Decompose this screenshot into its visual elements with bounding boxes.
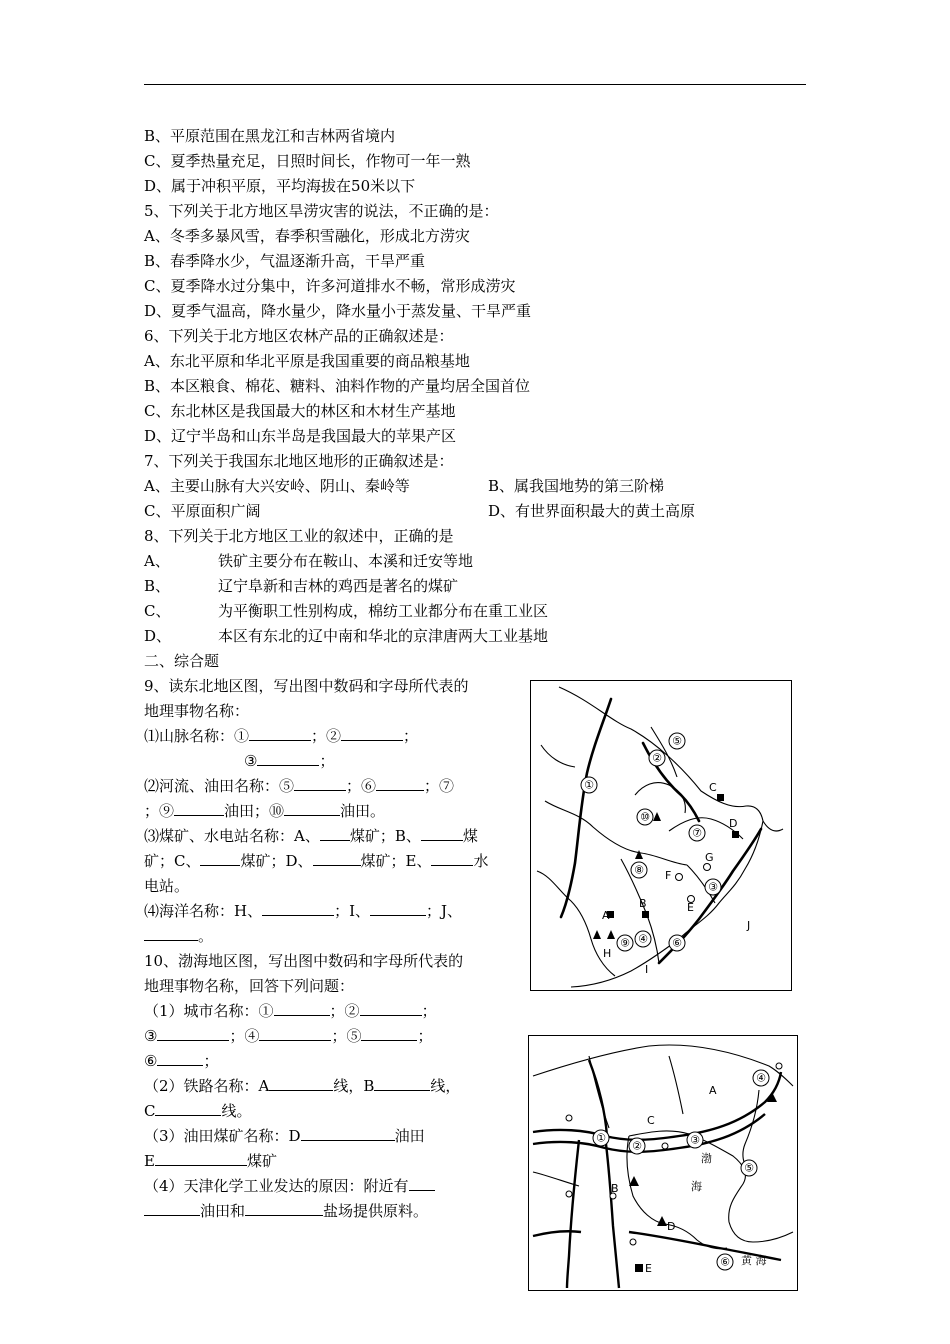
map1-label-a: A [602, 909, 610, 922]
q4-option-c: C、夏季热量充足，日照时间长，作物可一年一熟 [144, 152, 471, 170]
map2-label-bo: 渤 [701, 1152, 712, 1165]
blank-e[interactable] [431, 851, 473, 866]
coal-mine-b-icon [642, 911, 649, 918]
map1-label-n7: ⑦ [692, 826, 702, 840]
blank-rail-c[interactable] [155, 1101, 221, 1116]
q6-stem: 6、下列关于北方地区农林产品的正确叙述是： [144, 327, 454, 345]
q10-rail-2: C 线。 [144, 1102, 252, 1120]
hydro-station-f-icon [676, 874, 683, 881]
blank-city5[interactable] [361, 1026, 417, 1041]
blank-j[interactable] [144, 926, 198, 941]
q7-option-b: B、属我国地势的第三阶梯 [488, 477, 665, 495]
q6-option-b: B、本区粮食、棉花、糖料、油料作物的产量均居全国首位 [144, 377, 531, 395]
blank-i[interactable] [370, 901, 426, 916]
map2-label-n5: ⑤ [744, 1161, 754, 1175]
map2-label-hai: 海 [691, 1180, 702, 1193]
q9-oilfields: ；⑨ 油田；⑩ 油田。 [144, 802, 386, 820]
blank-b[interactable] [421, 826, 463, 841]
q8-option-b [144, 576, 744, 596]
q10-rail-1: （2）铁路名称：A 线，B 线， [144, 1077, 461, 1095]
q6-option-d: D、辽宁半岛和山东半岛是我国最大的苹果产区 [144, 427, 457, 445]
q8-option-d [144, 626, 744, 646]
q4-option-d: D、属于冲积平原，平均海拔在50米以下 [144, 177, 416, 195]
blank-2[interactable] [341, 726, 403, 741]
blank-10[interactable] [284, 801, 340, 816]
blank-city1[interactable] [274, 1001, 330, 1016]
section-title: 二、综合题 [144, 652, 220, 670]
q8-option-c [144, 601, 744, 621]
coal-mine-d-icon [732, 831, 739, 838]
blank-c[interactable] [200, 851, 240, 866]
q7-row2 [144, 501, 744, 521]
q9-hydro: 电站。 [144, 877, 190, 895]
q7-stem: 7、下列关于我国东北地区地形的正确叙述是： [144, 452, 454, 470]
map1-label-h: H [603, 947, 612, 960]
map1-label-i: I [645, 963, 649, 976]
blank-city3[interactable] [157, 1026, 229, 1041]
map2-label-c: C [647, 1114, 655, 1127]
q5-stem: 5、下列关于北方地区旱涝灾害的说法，不正确的是： [144, 202, 499, 220]
q9-mountains: ⑴山脉名称：① ；② ； [144, 727, 419, 745]
blank-tj-1b[interactable] [144, 1201, 200, 1216]
blank-rail-a[interactable] [269, 1076, 333, 1091]
q10-cities-3: ⑥ ； [144, 1052, 219, 1070]
map1-label-n8: ⑧ [634, 863, 644, 877]
blank-city6[interactable] [157, 1051, 203, 1066]
blank-6[interactable] [376, 776, 424, 791]
northeast-map [530, 680, 792, 991]
q9-sea-j: 。 [144, 926, 213, 946]
blank-9[interactable] [174, 801, 224, 816]
coal-mine-e-icon [635, 1264, 643, 1272]
map1-label-b: B [639, 897, 647, 910]
bohai-map-svg [529, 1036, 797, 1290]
q9-line2: 地理事物名称： [144, 702, 250, 720]
blank-1[interactable] [249, 726, 311, 741]
blank-5[interactable] [294, 776, 346, 791]
q5-option-c: C、夏季降水过分集中，许多河道排水不畅，常形成涝灾 [144, 277, 516, 295]
map2-label-d: D [667, 1220, 676, 1233]
map2-label-n6: ⑥ [720, 1255, 730, 1269]
blank-coal-e[interactable] [155, 1151, 247, 1166]
map1-label-j: J [747, 919, 751, 932]
blank-oil-d[interactable] [301, 1126, 395, 1141]
map2-label-n3: ③ [690, 1133, 700, 1147]
q10-tianjin-2: 油田和 盐场提供原料。 [144, 1201, 428, 1221]
map2-label-n2: ② [632, 1139, 642, 1153]
q8-stem: 8、下列关于北方地区工业的叙述中，正确的是 [144, 527, 454, 545]
q10-cities-1: （1）城市名称：① ；② ； [144, 1002, 437, 1020]
q10-line2: 地理事物名称，回答下列问题： [144, 977, 355, 995]
map2-label-n1: ① [596, 1131, 606, 1145]
q6-option-c: C、东北林区是我国最大的林区和木材生产基地 [144, 402, 456, 420]
q9-coal-2: 矿；C、 煤矿；D、 煤矿；E、 水 [144, 852, 489, 870]
map1-label-d: D [729, 817, 738, 830]
q5-option-b: B、春季降水少，气温逐渐升高，干旱严重 [144, 252, 426, 270]
bohai-map [528, 1035, 798, 1291]
q8-text-d: 本区有东北的辽中南和华北的京津唐两大工业基地 [218, 627, 549, 645]
q5-option-a: A、冬季多暴风雪，春季积雪融化，形成北方涝灾 [144, 227, 470, 245]
q4-option-b: B、平原范围在黑龙江和吉林两省境内 [144, 127, 396, 145]
q5-option-d: D、夏季气温高，降水量少，降水量小于蒸发量、干旱严重 [144, 302, 532, 320]
map1-label-f: F [665, 869, 672, 882]
northeast-map-svg [531, 681, 791, 990]
map1-label-n9: ⑨ [620, 936, 630, 950]
coal-mine-b-map2-icon [629, 1176, 639, 1186]
oilfield-8-icon [635, 850, 643, 859]
map1-label-n4: ④ [638, 932, 648, 946]
map1-label-c: C [709, 781, 717, 794]
q8-option-a [144, 551, 744, 571]
coal-mine-c-icon [717, 794, 724, 801]
q10-line1: 10、渤海地区图，写出图中数码和字母所代表的 [144, 952, 464, 970]
blank-h[interactable] [262, 901, 334, 916]
q8-label-b: B、 [144, 577, 171, 595]
map2-label-b: B [611, 1182, 619, 1195]
q8-text-c: 为平衡职工性别构成，棉纺工业都分布在重工业区 [218, 602, 549, 620]
map1-label-n6: ⑥ [672, 936, 682, 950]
map1-label-g: G [705, 851, 714, 864]
blank-rail-b[interactable] [374, 1076, 430, 1091]
q6-option-a: A、东北平原和华北平原是我国重要的商品粮基地 [144, 352, 470, 370]
oilfield-9b-icon [607, 930, 615, 939]
map2-label-n4: ④ [756, 1071, 766, 1085]
q10-oil-1: （3）油田煤矿名称：D 油田 [144, 1127, 425, 1145]
hydro-station-g-icon [704, 864, 711, 871]
oilfield-9-icon [593, 930, 601, 939]
blank-city4[interactable] [259, 1026, 331, 1041]
q8-text-b: 辽宁阜新和吉林的鸡西是著名的煤矿 [218, 577, 459, 595]
oilfield-d-icon [657, 1216, 667, 1226]
map2-label-e: E [645, 1262, 652, 1275]
q9-seas: ⑷海洋名称：H、 ；I、 ；J、 [144, 902, 463, 920]
q7-option-a: A、主要山脉有大兴安岭、阴山、秦岭等 [144, 477, 410, 495]
map1-label-e: E [687, 901, 694, 914]
q8-label-d: D、 [144, 627, 172, 645]
oilfield-10-icon [653, 812, 661, 821]
map1-label-n10: ⑩ [640, 810, 650, 824]
q9-mountain3: ③ ； [244, 752, 335, 770]
q10-tianjin-1: （4）天津化学工业发达的原因：附近有 [144, 1176, 435, 1196]
blank-city2[interactable] [360, 1001, 422, 1016]
q7-option-c: C、平原面积广阔 [144, 502, 261, 520]
map1-label-n1: ① [584, 778, 594, 792]
map1-label-n5: ⑤ [672, 734, 682, 748]
q10-oil-2: E 煤矿 [144, 1152, 277, 1170]
q8-text-a: 铁矿主要分布在鞍山、本溪和迁安等地 [218, 552, 474, 570]
blank-3[interactable] [257, 751, 319, 766]
blank-tj-2[interactable] [245, 1201, 323, 1216]
q7-option-d: D、有世界面积最大的黄土高原 [488, 502, 696, 520]
q8-label-a: A、 [144, 552, 170, 570]
header-rule [144, 84, 806, 85]
q9-coal-1: ⑶煤矿、水电站名称：A、 煤矿；B、 煤 [144, 827, 478, 845]
map1-label-n2: ② [652, 751, 662, 765]
blank-tj-1a[interactable] [409, 1176, 435, 1191]
q8-label-c: C、 [144, 602, 171, 620]
q9-rivers: ⑵河流、油田名称：⑤ ；⑥ ；⑦ [144, 777, 455, 795]
q7-row1 [144, 476, 744, 496]
blank-a[interactable] [320, 826, 350, 841]
q9-line1: 9、读东北地区图，写出图中数码和字母所代表的 [144, 677, 469, 695]
map1-label-n3: ③ [708, 880, 718, 894]
map2-label-huanghai: 黄 海 [741, 1254, 767, 1267]
q10-cities-2: ③ ；④ ；⑤ ； [144, 1027, 433, 1045]
blank-d[interactable] [313, 851, 361, 866]
map2-label-a: A [709, 1084, 717, 1097]
